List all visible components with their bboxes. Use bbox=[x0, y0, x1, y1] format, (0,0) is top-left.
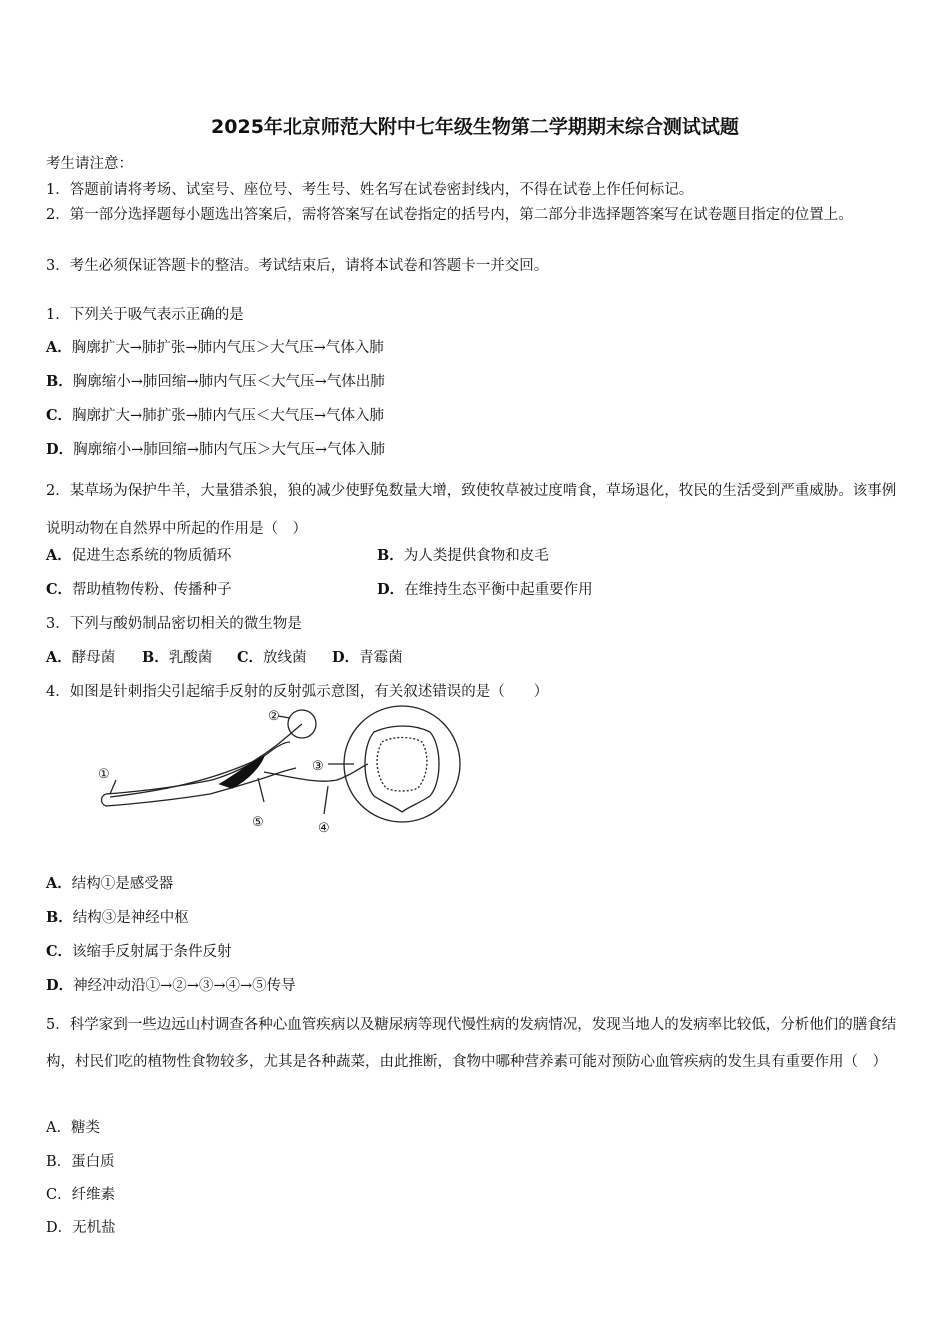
question-4-option-b[interactable] bbox=[46, 906, 189, 927]
question-1-option-d[interactable] bbox=[46, 438, 385, 459]
question-5-option-a[interactable] bbox=[46, 1116, 100, 1137]
option-text: 促进生态系统的物质循环 bbox=[71, 548, 232, 564]
question-1-option-c[interactable] bbox=[46, 404, 384, 425]
option-text: 乳酸菌 bbox=[168, 650, 213, 666]
option-letter: C． bbox=[46, 1187, 72, 1203]
option-text: 胸廓缩小→肺回缩→肺内气压＞大气压→气体入肺 bbox=[73, 442, 386, 458]
option-text: 神经冲动沿①→②→③→④→⑤传导 bbox=[73, 978, 296, 994]
option-letter: D． bbox=[46, 441, 74, 458]
option-text: 胸廓扩大→肺扩张→肺内气压＞大气压→气体入肺 bbox=[71, 340, 384, 356]
option-letter: B． bbox=[46, 1154, 72, 1170]
question-4-option-c[interactable] bbox=[46, 940, 232, 961]
question-3-stem: 3．下列与酸奶制品密切相关的微生物是 bbox=[46, 616, 302, 632]
option-text: 蛋白质 bbox=[71, 1154, 115, 1170]
option-letter: B． bbox=[46, 373, 73, 390]
figure-label-3: ③ bbox=[312, 759, 324, 774]
option-letter: B． bbox=[377, 547, 404, 564]
option-text: 糖类 bbox=[70, 1120, 100, 1136]
question-5-option-d[interactable] bbox=[46, 1216, 116, 1237]
option-letter: A． bbox=[46, 875, 72, 892]
option-letter: B． bbox=[142, 649, 169, 666]
option-text: 无机盐 bbox=[72, 1220, 116, 1236]
option-text: 结构③是神经中枢 bbox=[72, 910, 189, 926]
option-letter: A． bbox=[46, 547, 72, 564]
option-letter: C． bbox=[46, 407, 73, 424]
option-letter: A． bbox=[46, 339, 72, 356]
option-letter: A． bbox=[46, 1120, 71, 1136]
option-text: 在维持生态平衡中起重要作用 bbox=[404, 582, 593, 598]
option-letter: C． bbox=[46, 581, 73, 598]
question-3-option-d[interactable] bbox=[332, 646, 403, 667]
arm-outline bbox=[106, 742, 290, 794]
question-1-option-a[interactable] bbox=[46, 336, 384, 357]
option-text: 纤维素 bbox=[71, 1187, 116, 1203]
spinal-cord-inner bbox=[365, 726, 439, 812]
figure-label-2: ② bbox=[268, 709, 280, 724]
option-letter: C． bbox=[237, 649, 264, 666]
option-letter: D． bbox=[377, 581, 405, 598]
option-text: 放线菌 bbox=[263, 650, 307, 666]
sensory-nerve bbox=[110, 724, 302, 797]
option-letter: B． bbox=[46, 909, 73, 926]
figure-label-5: ⑤ bbox=[252, 815, 264, 830]
question-3-option-c[interactable] bbox=[237, 646, 307, 667]
option-text: 结构①是感受器 bbox=[71, 876, 174, 892]
question-4-option-d[interactable] bbox=[46, 974, 296, 995]
figure-label-4: ④ bbox=[318, 821, 330, 836]
question-4-option-a[interactable] bbox=[46, 872, 173, 893]
notice-item-2: 2．第一部分选择题每小题选出答案后，需将答案写在试卷指定的括号内，第二部分非选择题答案写在试卷题目指定的位置上。 bbox=[46, 207, 853, 223]
option-text: 青霉菌 bbox=[359, 650, 403, 666]
option-letter: D． bbox=[46, 1220, 73, 1236]
option-text: 酵母菌 bbox=[71, 650, 116, 666]
option-text: 胸廓缩小→肺回缩→肺内气压＜大气压→气体出肺 bbox=[72, 374, 385, 390]
option-text: 该缩手反射属于条件反射 bbox=[72, 944, 232, 960]
option-letter: D． bbox=[46, 977, 74, 994]
question-2-option-b[interactable] bbox=[377, 544, 549, 565]
notice-heading: 考生请注意： bbox=[46, 156, 133, 172]
figure-label-1: ① bbox=[98, 767, 110, 782]
question-3-option-a[interactable] bbox=[46, 646, 115, 667]
gray-matter bbox=[377, 738, 427, 792]
question-2-option-a[interactable] bbox=[46, 544, 231, 565]
question-1-option-b[interactable] bbox=[46, 370, 385, 391]
question-5-option-b[interactable] bbox=[46, 1150, 115, 1171]
question-2-option-c[interactable] bbox=[46, 578, 232, 599]
question-4-stem: 4．如图是针刺指尖引起缩手反射的反射弧示意图，有关叙述错误的是（ ） bbox=[46, 684, 549, 700]
notice-item-1: 1．答题前请将考场、试室号、座位号、考生号、姓名写在试卷密封线内，不得在试卷上作任何标记。 bbox=[46, 182, 694, 198]
option-letter: A． bbox=[46, 649, 72, 666]
reflex-arc-diagram bbox=[92, 702, 472, 842]
notice-item-3: 3．考生必须保证答题卡的整洁。考试结束后，请将本试卷和答题卡一并交回。 bbox=[46, 258, 549, 274]
spinal-cord-outer bbox=[344, 706, 460, 822]
question-2-option-d[interactable] bbox=[377, 578, 593, 599]
arm-outline-lower bbox=[106, 768, 296, 806]
option-text: 胸廓扩大→肺扩张→肺内气压＜大气压→气体入肺 bbox=[72, 408, 384, 424]
option-text: 为人类提供食物和皮毛 bbox=[403, 548, 549, 564]
option-text: 帮助植物传粉、传播种子 bbox=[72, 582, 232, 598]
option-letter: C． bbox=[46, 943, 73, 960]
option-letter: D． bbox=[332, 649, 360, 666]
question-5-stem: 5．科学家到一些边远山村调查各种心血管疾病以及糖尿病等现代慢性病的发病情况，发现当地人的发病率比较低，分析他们的膳食结构，村民们吃的植物性食物较多，尤其是各种蔬菜，由此推断，食物中哪种营养素可能对预防心血管疾病的发生具有重要作用（ ） bbox=[46, 1017, 897, 1070]
question-3-option-b[interactable] bbox=[142, 646, 212, 667]
question-2-stem: 2．某草场为保护牛羊，大量猎杀狼，狼的减少使野兔数量大增，致使牧草被过度啃食，草场退化，牧民的生活受到严重威胁。该事例说明动物在自然界中所起的作用是（ ） bbox=[46, 483, 897, 537]
question-1-stem: 1．下列关于吸气表示正确的是 bbox=[46, 307, 244, 323]
page-title: 2025年北京师范大附中七年级生物第二学期期末综合测试试题 bbox=[211, 116, 739, 138]
question-5-option-c[interactable] bbox=[46, 1183, 115, 1204]
fingertip bbox=[102, 794, 107, 806]
